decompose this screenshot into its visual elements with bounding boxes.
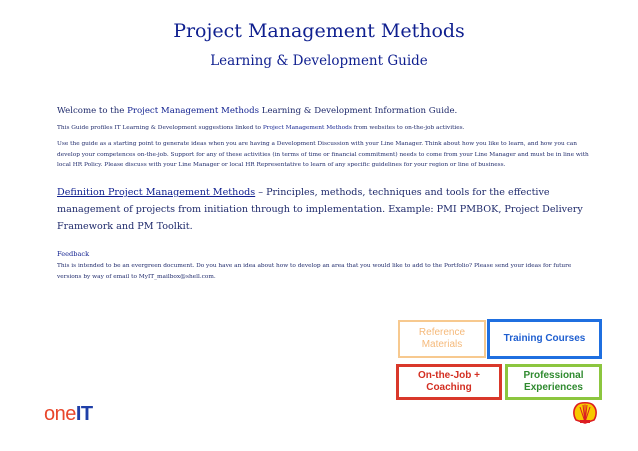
usage-paragraph: Use the guide as a starting point to generate ideas when you are having a Development Discussion with your Line Manager. Think about how you like to learn, and how you can develop your competences on-the-job. Support for any of these activities (in terms of time or financial commitment) needs to come from your Line Manager and must be in line with local HR Policy. Please discuss with your Line Manager or local HR Representative to learn of any specific guidelines for your region or line of business.: [57, 141, 589, 169]
reference-materials-box[interactable]: Reference Materials: [398, 320, 486, 358]
feedback-heading: Feedback: [57, 249, 90, 258]
definition-paragraph: Definition Project Management Methods – Principles, methods, techniques and tools for the effective management of projects from initiation through to implementation. Example: PMI PMBOK, Project Delivery Framework and PM Toolkit.: [57, 187, 583, 232]
page-subtitle: Learning & Development Guide: [210, 53, 428, 69]
definition-lead: Definition Project Management Methods: [57, 187, 256, 199]
professional-experiences-box[interactable]: Professional Experiences: [505, 364, 602, 400]
welcome-paragraph: Welcome to the Project Management Methods Learning & Development Information Guide.: [57, 106, 458, 116]
page-title: Project Management Methods: [173, 20, 465, 42]
guide-paragraph: This Guide profiles IT Learning & Development suggestions linked to Project Management Methods from websites to on-the-job activities.: [57, 125, 465, 131]
on-the-job-coaching-box[interactable]: On-the-Job + Coaching: [396, 364, 502, 400]
document-body: [57, 106, 592, 283]
training-courses-box[interactable]: Training Courses: [487, 319, 602, 359]
oneit-logo: oneIT: [44, 403, 93, 425]
topic-highlight: Project Management Methods: [127, 106, 259, 116]
shell-logo-icon: [572, 401, 598, 425]
topic-highlight: Project Management Methods: [262, 125, 352, 131]
feedback-text: This is intended to be an evergreen document. Do you have an idea about how to develop an area that you would like to add to the Portfolio? Please send your ideas for future versions by way of email to MyIT_mailbox@shell.com.: [57, 262, 572, 280]
